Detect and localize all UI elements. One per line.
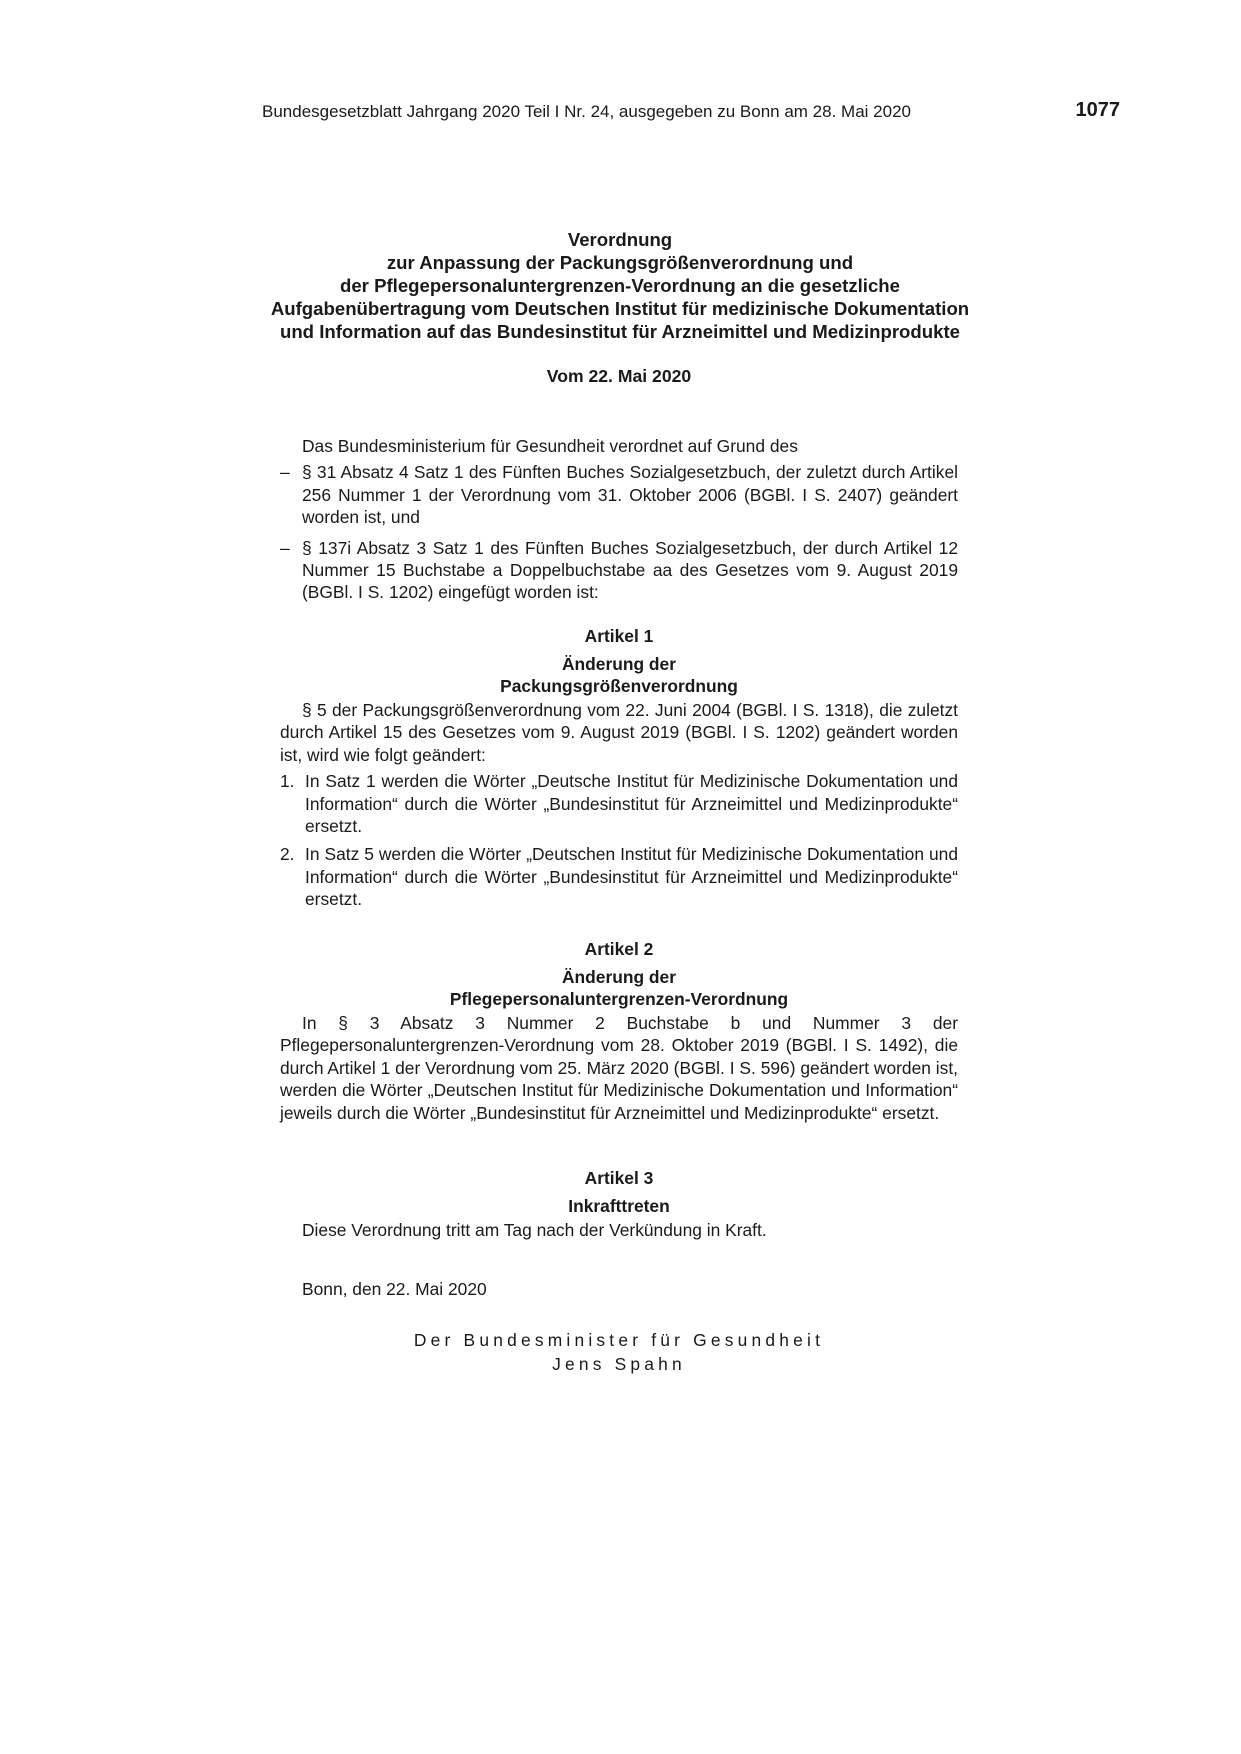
item-number: 2. (280, 844, 295, 865)
title-line: Aufgabenübertragung vom Deutschen Institut für medizinische Dokumentation (270, 298, 970, 319)
article-title-line: Änderung der (561, 654, 676, 674)
article-2 (280, 938, 958, 1124)
preamble-item-text: § 137i Absatz 3 Satz 1 des Fünften Buches Sozialgesetzbuch, der durch Artikel 12 Nummer 15 Buchstabe a Doppelbuchstabe aa des Gesetzes vom 9. August 2019 (BGBl. I S. 1202) eingefügt worden ist: (302, 537, 958, 603)
dash-marker: – (280, 462, 290, 483)
amendment-text: In Satz 5 werden die Wörter „Deutschen Institut für Medizinische Dokumentation und Information“ durch die Wörter „Bundesinstitut für Arzneimittel und Medizinprodukte“ ersetzt. (305, 844, 958, 910)
title-line: der Pflegepersonaluntergrenzen-Verordnung an die gesetzliche (339, 275, 900, 296)
running-title: Bundesgesetzblatt Jahrgang 2020 Teil I Nr. 24, ausgegeben zu Bonn am 28. Mai 2020 (262, 102, 911, 121)
dash-marker: – (280, 537, 290, 558)
document-date: Vom 22. Mai 2020 (546, 366, 692, 386)
preamble-intro: Das Bundesministerium für Gesundheit verordnet auf Grund des (302, 436, 798, 456)
article-intro: § 5 der Packungsgrößenverordnung vom 22. Juni 2004 (BGBl. I S. 1318), die zuletzt durch Artikel 15 des Gesetzes vom 9. August 2019 (BGBl. I S. 1202) geändert worden ist, wird wie folgt geändert: (280, 700, 958, 765)
running-header (262, 100, 1120, 124)
article-heading (280, 938, 958, 1010)
signatory-title: Der Bundesminister für Gesundheit (413, 1330, 825, 1350)
item-number: 1. (280, 771, 295, 792)
article-title-line: Packungsgrößenverordnung (500, 676, 738, 696)
place-date (280, 1278, 958, 1300)
preamble-item (280, 461, 958, 528)
title-line: Verordnung (567, 229, 673, 250)
title-line: und Information auf das Bundesinstitut für Arzneimittel und Medizinprodukte (279, 321, 961, 342)
preamble (280, 435, 958, 604)
title-line: zur Anpassung der Packungsgrößenverordnung und (386, 252, 854, 273)
article-heading (280, 625, 958, 697)
amendment-item (280, 843, 958, 910)
document-title (200, 228, 1040, 343)
page-number: 1077 (1075, 99, 1120, 121)
article-heading (280, 1167, 958, 1217)
place-date-text: Bonn, den 22. Mai 2020 (302, 1279, 487, 1299)
amendment-text: In Satz 1 werden die Wörter „Deutsche Institut für Medizinische Dokumentation und Information“ durch die Wörter „Bundesinstitut für Arzneimittel und Medizinprodukte“ ersetzt. (305, 771, 958, 837)
article-3 (280, 1167, 958, 1241)
article-title-line: Inkrafttreten (568, 1196, 670, 1216)
preamble-item (280, 537, 958, 604)
amendment-item (280, 770, 958, 837)
article-number: Artikel 3 (584, 1168, 654, 1188)
article-body: Diese Verordnung tritt am Tag nach der Verkündung in Kraft. (302, 1220, 767, 1240)
article-1 (280, 625, 958, 911)
article-number: Artikel 2 (584, 939, 654, 959)
signatory-name: Jens Spahn (552, 1354, 686, 1374)
article-title-line: Änderung der (561, 967, 676, 987)
article-title-line: Pflegepersonaluntergrenzen-Verordnung (449, 989, 789, 1009)
article-number: Artikel 1 (584, 626, 654, 646)
preamble-item-text: § 31 Absatz 4 Satz 1 des Fünften Buches Sozialgesetzbuch, der zuletzt durch Artikel 256 Nummer 1 der Verordnung vom 31. Oktober 2006 (BGBl. I S. 2407) geändert worden ist, und (302, 462, 958, 528)
article-body: In § 3 Absatz 3 Nummer 2 Buchstabe b und Nummer 3 der Pflegepersonaluntergrenzen-Verordnung vom 28. Oktober 2019 (BGBl. I S. 1492), die durch Artikel 1 der Verordnung vom 25. März 2020 (BGBl. I S. 596) geändert worden ist, werden die Wörter „Deutschen Institut für Medizinische Dokumentation und Information“ jeweils durch die Wörter „Bundesinstitut für Arzneimittel und Medizinprodukte“ ersetzt. (280, 1013, 958, 1123)
signature-block (280, 1328, 958, 1376)
